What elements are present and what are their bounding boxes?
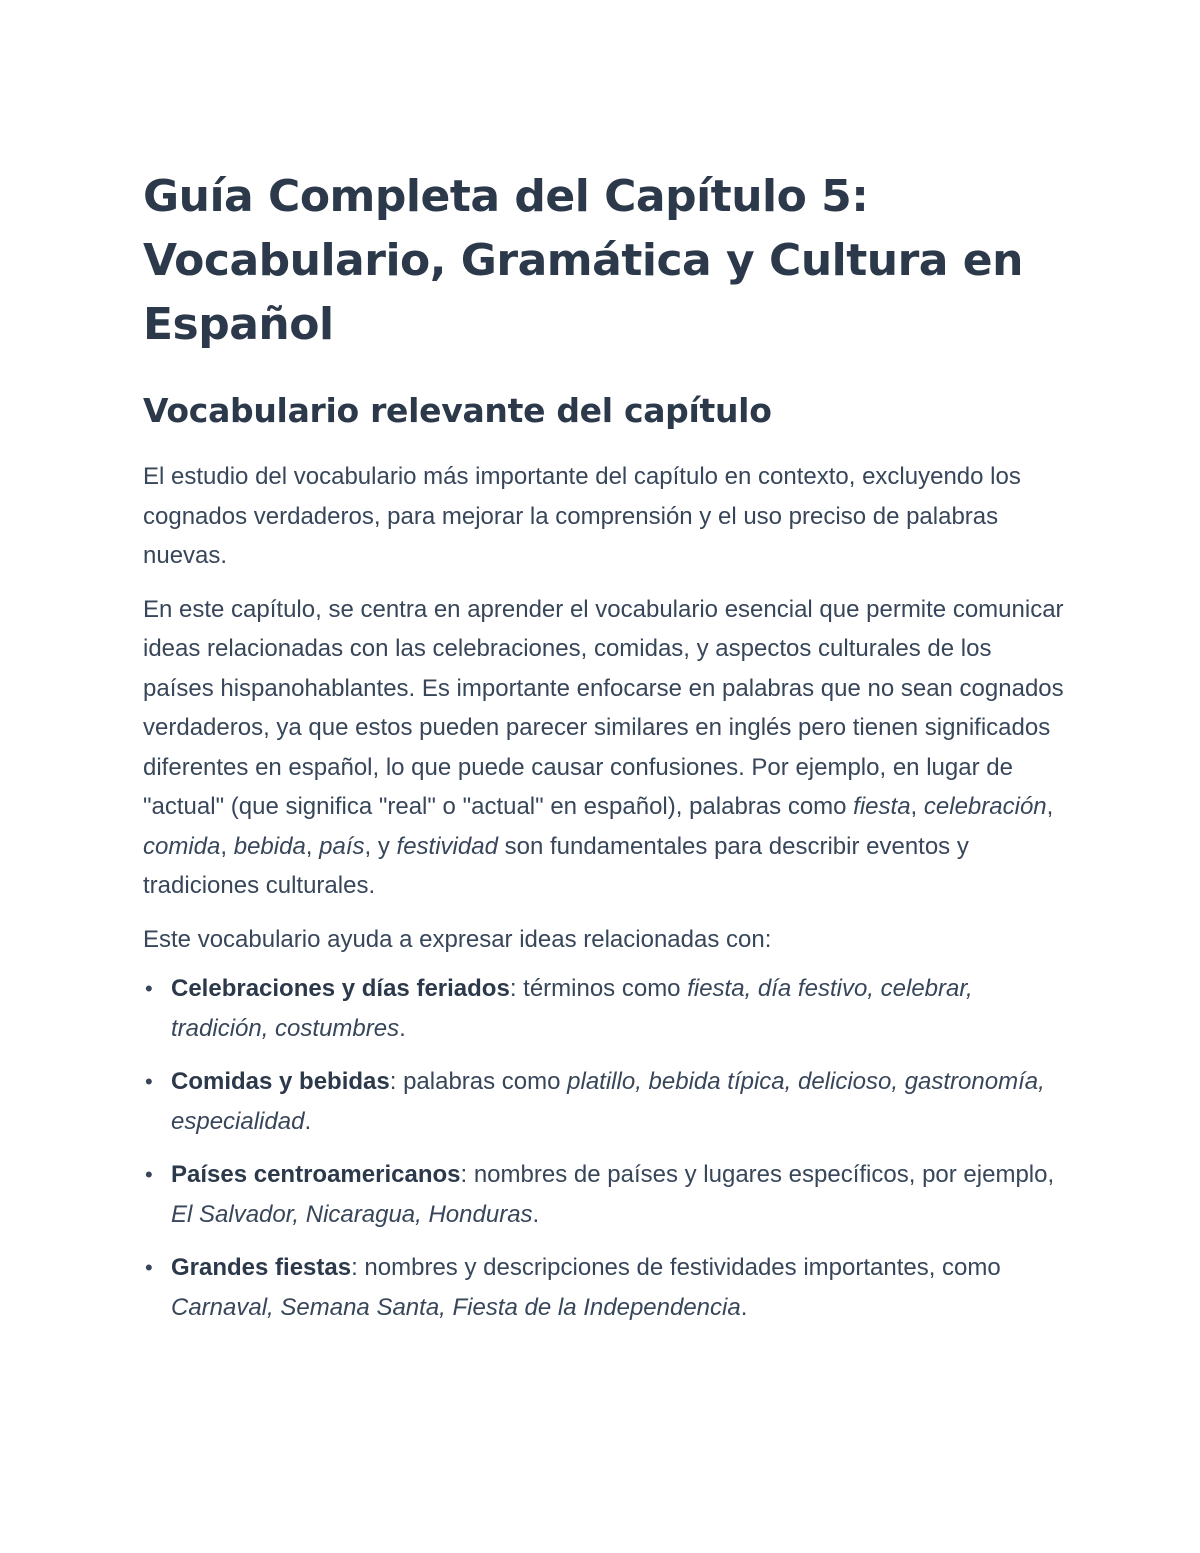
list-item-end: . — [740, 1293, 748, 1321]
list-item-examples: Carnaval, Semana Santa, Fiesta de la Independencia — [171, 1293, 741, 1321]
list-item-examples: fiesta, día festivo, celebrar, tradición, costumbres — [171, 975, 973, 1042]
body-paragraph-tail: son fundamentales para describir eventos y tradiciones culturales. — [143, 832, 969, 899]
vocab-word: festividad — [396, 832, 498, 860]
document-page — [143, 165, 1068, 1341]
list-item-term: Celebraciones y días feriados — [171, 975, 510, 1002]
vocab-word: país — [319, 832, 365, 860]
title-line-1: Guía Completa del Capítulo 5: — [143, 171, 869, 222]
title-line-3: Español — [143, 299, 334, 350]
title-line-2: Vocabulario, Gramática y Cultura en — [143, 235, 1023, 286]
list-item-lead: : palabras como — [389, 1068, 568, 1095]
list-item-lead: : términos como — [509, 975, 688, 1002]
bullet-icon: • — [145, 1069, 153, 1094]
separator: , — [220, 832, 234, 860]
separator: , y — [364, 832, 397, 860]
list-item — [143, 1155, 1068, 1234]
list-item — [143, 1248, 1068, 1327]
separator: , — [1046, 793, 1054, 820]
section-heading: Vocabulario relevante del capítulo — [143, 391, 772, 430]
vocab-word: bebida — [233, 832, 306, 860]
list-item-term: Países centroamericanos — [171, 1161, 461, 1188]
bullet-icon: • — [145, 1255, 153, 1280]
list-item-term: Comidas y bebidas — [171, 1068, 390, 1095]
bullet-icon: • — [145, 1162, 153, 1187]
bullet-icon: • — [145, 976, 153, 1001]
body-paragraph — [143, 590, 1068, 906]
list-item — [143, 969, 1068, 1048]
separator: , — [910, 793, 924, 820]
list-intro: Este vocabulario ayuda a expresar ideas relacionadas con: — [143, 925, 772, 953]
vocabulary-list — [143, 969, 1068, 1327]
separator: , — [305, 832, 320, 860]
list-item-end: . — [399, 1014, 406, 1042]
list-item-examples: El Salvador, Nicaragua, Honduras — [171, 1200, 533, 1228]
intro-paragraph: El estudio del vocabulario más importante del capítulo en contexto, excluyendo los cognados verdaderos, para mejorar la comprensión y el uso preciso de palabras nuevas. — [143, 463, 1021, 569]
vocab-word: comida — [143, 832, 221, 860]
vocab-word: fiesta — [853, 793, 911, 820]
list-item-lead: : nombres y descripciones de festividades importantes, como — [351, 1254, 1001, 1281]
list-item-examples: platillo, bebida típica, delicioso, gastronomía, especialidad — [171, 1068, 1045, 1135]
vocab-word: celebración — [923, 793, 1047, 820]
list-item-end: . — [532, 1200, 540, 1228]
list-item-lead: : nombres de países y lugares específicos, por ejemplo, — [460, 1161, 1055, 1188]
list-item — [143, 1062, 1068, 1141]
document-title — [143, 165, 1068, 357]
list-item-term: Grandes fiestas — [171, 1254, 352, 1281]
body-paragraph-text: En este capítulo, se centra en aprender el vocabulario esencial que permite comunicar ideas relacionadas con las celebraciones, comidas, y aspectos culturales de los países hispanohablantes. Es importante enfocarse en palabras que no sean cognados verdaderos, ya que estos pueden parecer similares en inglés pero tienen significados diferentes en español, lo que puede causar confusiones. Por ejemplo, en lugar de "actual" (que significa "real" o "actual" en español), palabras como — [143, 595, 1064, 820]
list-item-end: . — [304, 1107, 312, 1135]
